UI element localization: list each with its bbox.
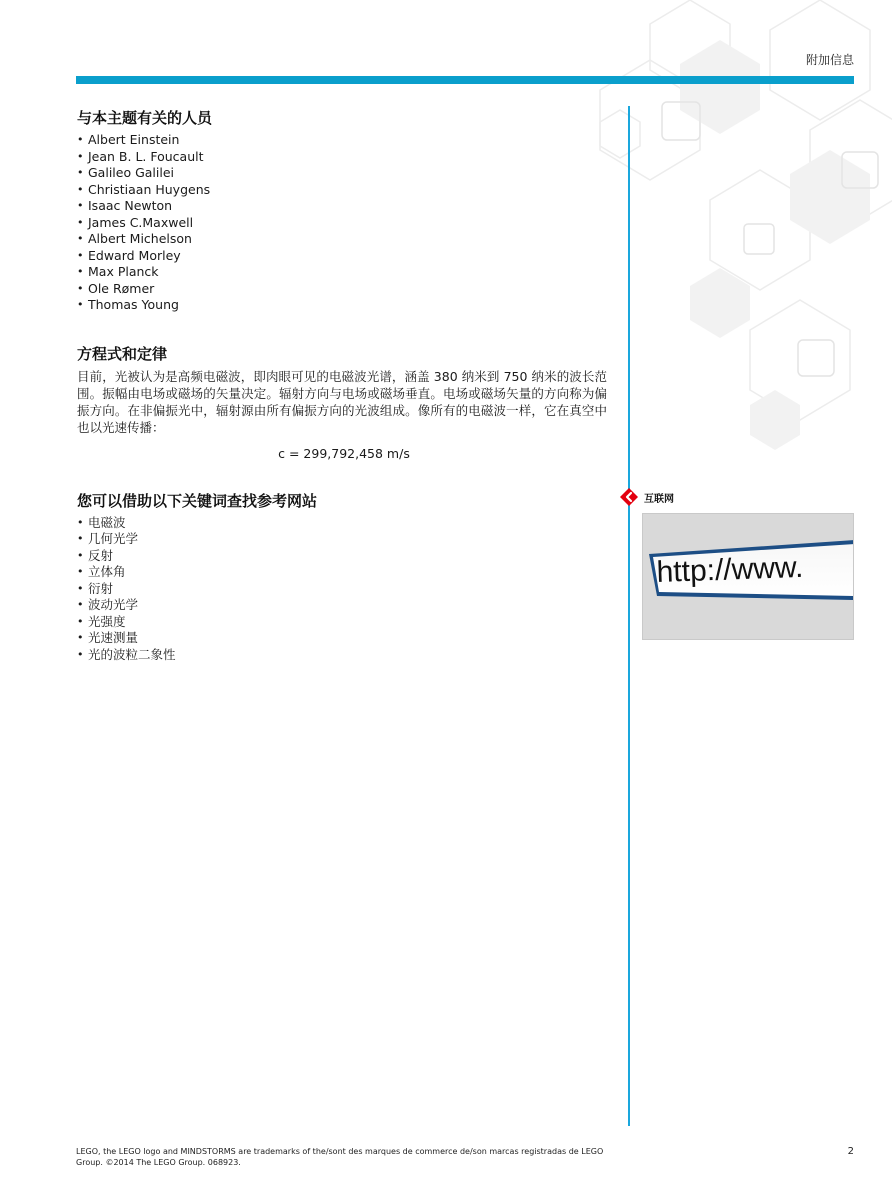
- footer-legal: LEGO, the LEGO logo and MINDSTORMS are trademarks of the/sont des marques de commerce de/son marcas registradas de LEGO Group. ©2014 The LEGO Group. 068923.: [76, 1147, 604, 1167]
- list-item: • Edward Morley: [77, 248, 607, 265]
- keywords-heading: 您可以借助以下关键词查找参考网站: [77, 491, 318, 510]
- equations-heading: 方程式和定律: [77, 344, 168, 363]
- header-accent-bar: [76, 76, 854, 84]
- people-heading: 与本主题有关的人员: [77, 109, 213, 127]
- list-item: • 波动光学: [77, 597, 607, 614]
- list-item: • Isaac Newton: [77, 198, 607, 215]
- sidebar-internet-heading: [620, 488, 674, 506]
- list-item: • 反射: [77, 548, 607, 565]
- list-item: • 光的波粒二象性: [77, 647, 607, 664]
- list-item: • James C.Maxwell: [77, 215, 607, 232]
- browser-address-bar-illustration: [643, 514, 854, 640]
- list-item: • 光速测量: [77, 630, 607, 647]
- list-item: • Christiaan Huygens: [77, 182, 607, 199]
- people-list: [77, 132, 607, 314]
- people-section: [77, 108, 607, 314]
- list-item: • 立体角: [77, 564, 607, 581]
- list-item: • Max Planck: [77, 264, 607, 281]
- internet-image: [642, 513, 854, 640]
- main-content: [77, 108, 607, 663]
- list-item: • 电磁波: [77, 515, 607, 532]
- keywords-list: [77, 515, 607, 664]
- list-item: • Albert Einstein: [77, 132, 607, 149]
- list-item: • 光强度: [77, 614, 607, 631]
- url-text: http://www.: [656, 550, 804, 589]
- equations-section: [77, 344, 607, 461]
- list-item: • Thomas Young: [77, 297, 607, 314]
- list-item: • Galileo Galilei: [77, 165, 607, 182]
- hexagon-pattern-decoration: [570, 0, 892, 470]
- list-item: • Ole Rømer: [77, 281, 607, 298]
- section-label: 附加信息: [805, 53, 854, 67]
- column-divider: [628, 106, 630, 1126]
- equations-body: 目前，光被认为是高频电磁波，即肉眼可见的电磁波光谱，涵盖 380 纳米到 750 纳米的波长范围。振幅由电场或磁场的矢量决定。辐射方向与电场或磁场垂直。电场或磁场矢量的方向称为偏振方向。在非偏振光中，辐射源由所有偏振方向的光波组成。像所有的电磁波一样，它在真空中也以光速传播：: [77, 368, 607, 435]
- speed-of-light-formula: c = 299,792,458 m/s: [278, 445, 410, 461]
- list-item: • 几何光学: [77, 531, 607, 548]
- list-item: • 衍射: [77, 581, 607, 598]
- keywords-section: [77, 491, 607, 664]
- list-item: • Albert Michelson: [77, 231, 607, 248]
- internet-diamond-icon: [620, 488, 638, 506]
- page-number: 2: [847, 1146, 854, 1157]
- sidebar-title: 互联网: [644, 493, 674, 505]
- list-item: • Jean B. L. Foucault: [77, 149, 607, 166]
